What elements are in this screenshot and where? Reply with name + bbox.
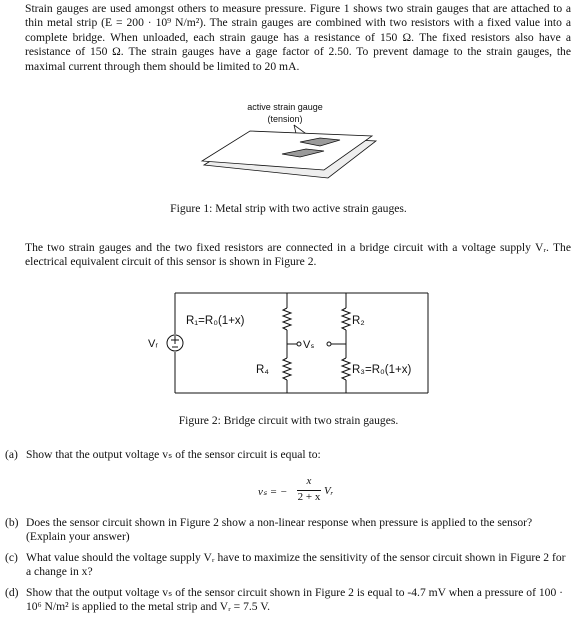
- question-a-label: (a): [5, 448, 18, 461]
- vs-label: Vₛ: [303, 339, 315, 351]
- formula-denominator: 2 + x: [297, 491, 321, 503]
- formula-rhs: Vᵣ: [324, 485, 334, 497]
- formula-lhs: vₛ = −: [258, 486, 288, 498]
- resistor-r4-icon: [283, 358, 291, 380]
- vr-label: Vᵣ: [148, 338, 158, 350]
- resistor-r3-icon: [342, 358, 350, 380]
- r4-label: R₄: [256, 364, 269, 376]
- vs-terminal-left: [297, 342, 301, 346]
- figure2-caption: Figure 2: Bridge circuit with two strain gauges.: [178, 414, 399, 427]
- question-b-text: Does the sensor circuit shown in Figure 2 show a non-linear response when pressure is applied to the sensor? (Explain your answer): [26, 516, 533, 544]
- figure2-bridge-circuit: [140, 288, 460, 400]
- figure1-label-line2: (tension): [267, 114, 303, 124]
- figure1-label-line1: active strain gauge: [247, 102, 323, 112]
- formula-vs: [250, 475, 350, 507]
- question-c-label: (c): [5, 551, 18, 564]
- formula-numerator: x: [306, 475, 312, 487]
- r3-label: R₃=R₀(1+x): [352, 364, 412, 376]
- figure1-metal-strip: [190, 98, 390, 198]
- intro-paragraph: Strain gauges are used amongst others to measure pressure. Figure 1 shows two strain gauges that are attached to a thin metal strip (E = 200 · 10⁹ N/m²). The strain gauges are combined with two resistors with a fixed value into a complete bridge. When unloaded, each strain gauge has a resistance of 150 Ω. The fixed resistors also have a resistance of 150 Ω. The strain gauges have a gage factor of 2.50. To prevent damage to the strain gauges, the maximal current through them should be limited to 20 mA.: [25, 2, 571, 73]
- question-a-text: Show that the output voltage vₛ of the sensor circuit is equal to:: [26, 448, 321, 461]
- question-d-text: Show that the output voltage vₛ of the sensor circuit shown in Figure 2 is equal to -4.7 mV when a pressure of 100 · 10⁶ N/m² is applied to the metal strip and Vᵣ = 7.5 V.: [26, 586, 564, 614]
- resistor-r1-icon: [283, 308, 291, 330]
- figure1-caption: Figure 1: Metal strip with two active strain gauges.: [170, 202, 407, 215]
- r1-label: R₁=R₀(1+x): [186, 315, 245, 327]
- vs-terminal-right: [327, 342, 331, 346]
- question-d-label: (d): [5, 586, 19, 599]
- middle-paragraph: The two strain gauges and the two fixed resistors are connected in a bridge circuit with a voltage supply Vᵣ. The electrical equivalent circuit of this sensor is shown in Figure 2.: [25, 241, 571, 269]
- question-b-label: (b): [5, 516, 19, 529]
- r2-label: R₂: [352, 315, 365, 327]
- resistor-r2-icon: [342, 308, 350, 330]
- question-c-text: What value should the voltage supply Vᵣ have to maximize the sensitivity of the sensor circuit shown in Figure 2 for a change in x?: [26, 551, 566, 579]
